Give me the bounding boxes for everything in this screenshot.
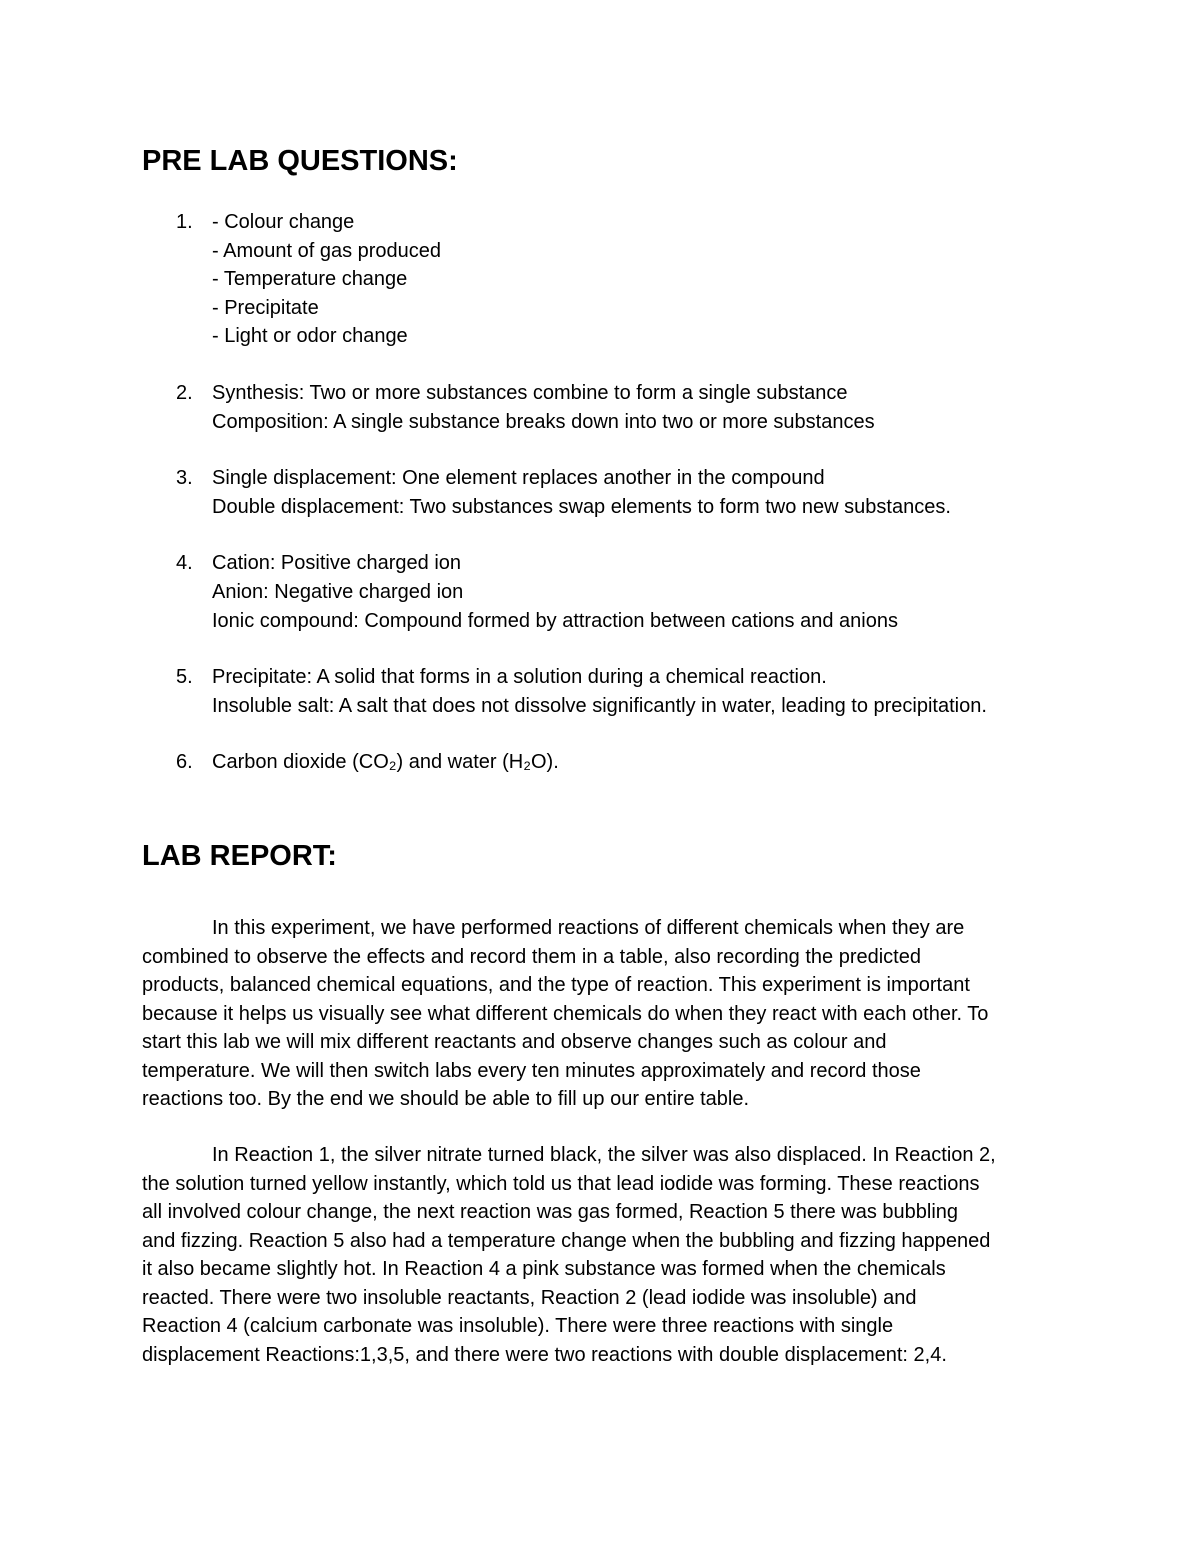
lab-report-paragraph-results [142, 1141, 1062, 1369]
paragraph-line: combined to observe the effects and record them in a table, also recording the predicted [142, 945, 921, 968]
answer-line: - Colour change [212, 211, 355, 233]
paragraph-line: start this lab we will mix different reactants and observe changes such as colour and [142, 1031, 887, 1053]
list-number: 3. [176, 467, 193, 490]
answer-line: Composition: A single substance breaks down into two or more substances [212, 410, 875, 433]
answer-line: Precipitate: A solid that forms in a solution during a chemical reaction. [212, 666, 827, 689]
prelab-answer-list [142, 208, 1102, 777]
paragraph-line: because it helps us visually see what different chemicals do when they react with each other. To [142, 1002, 989, 1025]
answer-line: - Precipitate [212, 296, 319, 319]
paragraph-line: all involved colour change, the next reaction was gas formed, Reaction 5 there was bubbling [142, 1201, 959, 1223]
list-item [142, 748, 1102, 777]
paragraph-line: Reaction 4 (calcium carbonate was insoluble). There were three reactions with single [142, 1315, 894, 1337]
paragraph-line: the solution turned yellow instantly, which told us that lead iodide was forming. These reactions [142, 1172, 980, 1195]
lab-report-heading: LAB REPORT: [142, 840, 337, 872]
list-item [142, 208, 1102, 351]
answer-line: - Light or odor change [212, 325, 408, 348]
paragraph-line: In this experiment, we have performed reactions of different chemicals when they are [212, 917, 965, 939]
paragraph-line: temperature. We will then switch labs every ten minutes approximately and record those [142, 1059, 921, 1082]
answer-line: Single displacement: One element replaces another in the compound [212, 467, 825, 490]
paragraph-line: it also became slightly hot. In Reaction 4 a pink substance was formed when the chemicals [142, 1258, 946, 1280]
paragraph-line: products, balanced chemical equations, and the type of reaction. This experiment is important [142, 974, 970, 996]
list-item [142, 549, 1102, 635]
answer-line: Synthesis: Two or more substances combine to form a single substance [212, 381, 848, 404]
list-item [142, 464, 1102, 521]
answer-line: - Temperature change [212, 268, 408, 291]
answer-line: Insoluble salt: A salt that does not dissolve significantly in water, leading to precipitation. [212, 694, 987, 717]
paragraph-line: displacement Reactions:1,3,5, and there were two reactions with double displacement: 2,4. [142, 1343, 947, 1366]
list-number: 6. [176, 751, 193, 774]
paragraph-line: In Reaction 1, the silver nitrate turned black, the silver was also displaced. In Reaction 2, [212, 1144, 996, 1166]
lab-report-paragraph-intro [142, 914, 1062, 1114]
answer-line: Cation: Positive charged ion [212, 552, 462, 575]
answer-line: Carbon dioxide (CO₂) and water (H₂O). [212, 751, 559, 774]
list-number: 4. [176, 552, 193, 575]
list-number: 2. [176, 381, 193, 404]
answer-line: Ionic compound: Compound formed by attraction between cations and anions [212, 609, 898, 632]
list-number: 1. [176, 211, 193, 233]
answer-line: Anion: Negative charged ion [212, 580, 464, 603]
list-number: 5. [176, 666, 193, 689]
paragraph-line: reacted. There were two insoluble reactants, Reaction 2 (lead iodide was insoluble) and [142, 1286, 917, 1309]
list-item [142, 379, 1102, 436]
answer-line: Double displacement: Two substances swap elements to form two new substances. [212, 495, 951, 518]
prelab-heading: PRE LAB QUESTIONS: [142, 145, 458, 177]
paragraph-line: reactions too. By the end we should be able to fill up our entire table. [142, 1088, 750, 1110]
answer-line: - Amount of gas produced [212, 239, 442, 262]
paragraph-line: and fizzing. Reaction 5 also had a temperature change when the bubbling and fizzing happened [142, 1229, 991, 1252]
list-item [142, 663, 1102, 720]
